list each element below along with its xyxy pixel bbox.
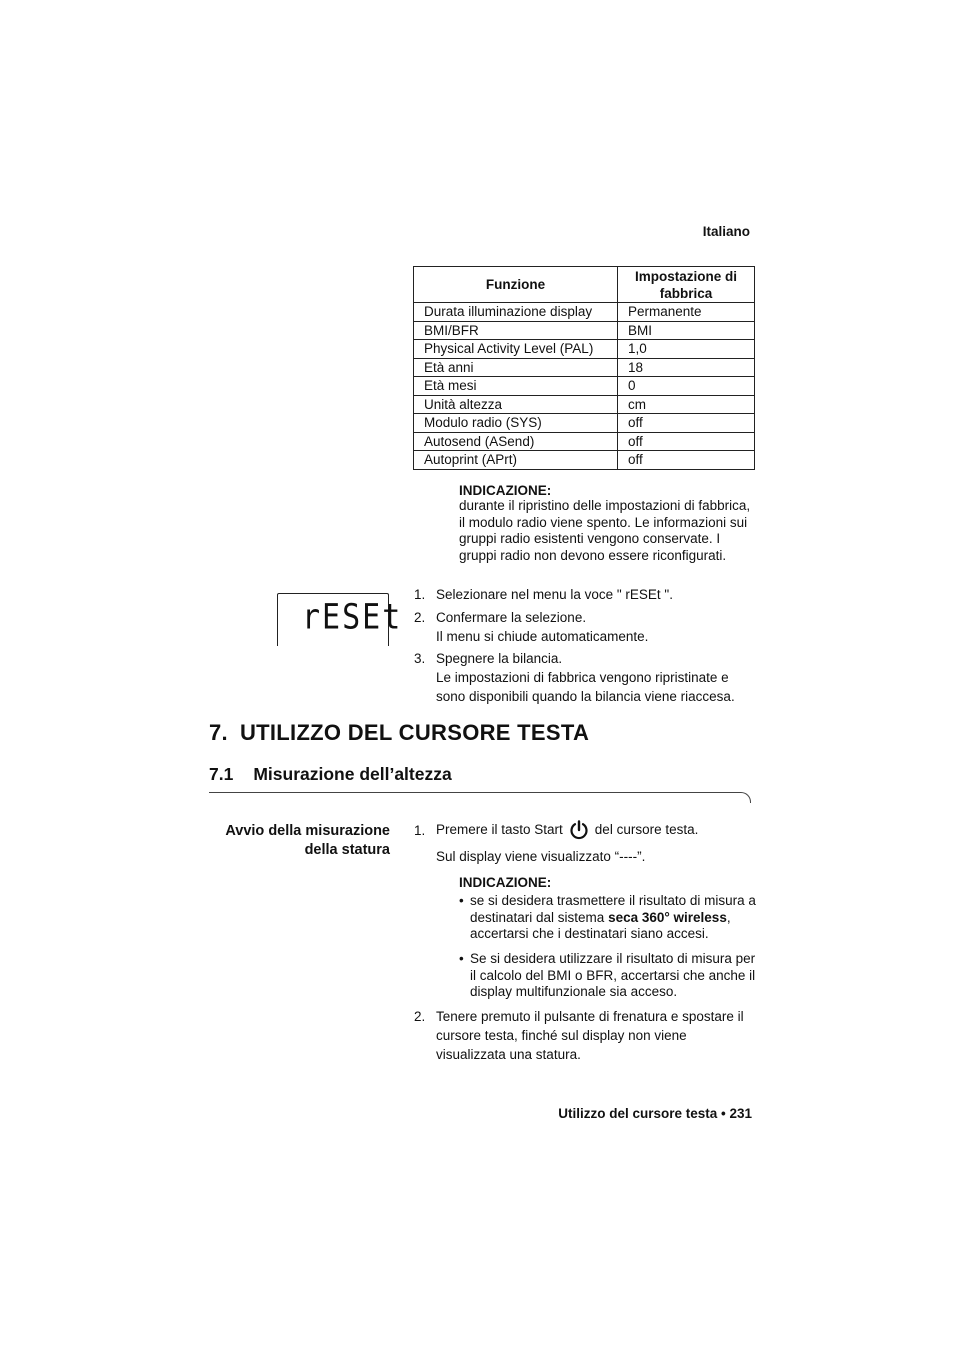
table-cell: cm xyxy=(618,395,755,414)
bullet-dot: • xyxy=(459,893,464,908)
side-label xyxy=(225,822,390,860)
step-text-part: Premere il tasto Start xyxy=(436,822,563,837)
table-row xyxy=(414,340,755,359)
column-header: Funzione xyxy=(414,267,618,303)
table-cell: 18 xyxy=(618,358,755,377)
step-number: 2. xyxy=(414,610,426,625)
table-cell: Modulo radio (SYS) xyxy=(414,414,618,433)
step-text: Selezionare nel menu la voce " rESEt ". xyxy=(436,587,673,602)
lcd-display-text: rESEt xyxy=(302,597,403,638)
side-label-line: della statura xyxy=(304,842,390,858)
brand-name: seca 360° wireless xyxy=(608,909,727,925)
table-cell: Physical Activity Level (PAL) xyxy=(414,340,618,359)
bullet-text-part: se si desidera trasmettere il risultato di misura a destinatari dal sistema xyxy=(470,893,756,925)
subsection-number: 7.1 xyxy=(209,764,234,784)
list-item xyxy=(414,1007,754,1067)
bullet-text-part: , accertarsi che i destinatari siano accesi. xyxy=(470,909,731,941)
table-cell: off xyxy=(618,414,755,433)
table-row xyxy=(414,451,755,470)
step-subtext: Il menu si chiude automaticamente. xyxy=(436,629,649,644)
heading-rule-corner xyxy=(740,792,751,803)
note-title: INDICAZIONE: xyxy=(459,483,552,498)
table-row xyxy=(414,414,755,433)
list-item xyxy=(459,951,754,1001)
step-text: Spegnere la bilancia. xyxy=(436,651,563,666)
table-header-row xyxy=(414,267,755,303)
note-text: durante il ripristino delle impostazioni di fabbrica, il modulo radio viene spento. Le informazioni sui gruppi radio esistenti vengono conservate. I gruppi radio non devono essere riconfigurati. xyxy=(459,498,751,563)
step-text: Confermare la selezione. xyxy=(436,610,587,625)
list-item xyxy=(414,585,754,605)
step-number: 1. xyxy=(414,587,426,602)
step-text-part: del cursore testa. xyxy=(594,822,699,837)
table-cell: 0 xyxy=(618,377,755,396)
step-text: Tenere premuto il pulsante di frenatura e spostare il cursore testa, finché sul display non viene visualizzata una statura. xyxy=(436,1009,744,1062)
table-cell: Autosend (ASend) xyxy=(414,432,618,451)
list-item xyxy=(414,608,754,648)
table-cell: 1,0 xyxy=(618,340,755,359)
step-subtext: Le impostazioni di fabbrica vengono ripristinate e sono disponibili quando la bilancia viene riaccesa. xyxy=(436,670,735,704)
step-number: 2. xyxy=(414,1009,426,1024)
table-row xyxy=(414,358,755,377)
table-cell: Durata illuminazione display xyxy=(414,303,618,322)
table-row xyxy=(414,303,755,322)
bullet-dot: • xyxy=(459,951,464,966)
language-label: Italiano xyxy=(702,224,750,239)
table-cell: off xyxy=(618,451,755,470)
page-footer: Utilizzo del cursore testa • 231 xyxy=(558,1106,752,1121)
table-row xyxy=(414,377,755,396)
bullet-text: Se si desidera utilizzare il risultato di misura per il calcolo del BMI o BFR, accertarsi che anche il display multifunzionale sia acceso. xyxy=(470,951,756,999)
note-measure xyxy=(459,875,754,890)
table-row xyxy=(414,395,755,414)
table-cell: Età mesi xyxy=(414,377,618,396)
side-label-line: Avvio della misurazione xyxy=(225,823,390,839)
list-item xyxy=(414,821,754,865)
note-reset xyxy=(459,483,751,564)
table-cell: Permanente xyxy=(618,303,755,322)
factory-settings-table xyxy=(413,266,755,470)
table-cell: BMI xyxy=(618,321,755,340)
section-heading xyxy=(209,720,589,746)
table-row xyxy=(414,321,755,340)
subsection-heading xyxy=(209,764,452,785)
step-number: 3. xyxy=(414,651,426,666)
heading-rule xyxy=(209,792,741,793)
table-cell: Unità altezza xyxy=(414,395,618,414)
step-number: 1. xyxy=(414,823,426,838)
list-item xyxy=(459,893,754,943)
step-subtext: Sul display viene visualizzato “----”. xyxy=(436,849,646,864)
section-number: 7. xyxy=(209,720,228,745)
table-cell: BMI/BFR xyxy=(414,321,618,340)
note-title: INDICAZIONE: xyxy=(459,875,552,890)
step-text xyxy=(436,820,756,840)
column-header: Impostazione di fabbrica xyxy=(618,267,755,303)
subsection-title: Misurazione dell’altezza xyxy=(253,764,452,784)
table-cell: off xyxy=(618,432,755,451)
lcd-display xyxy=(277,593,403,646)
table-row xyxy=(414,432,755,451)
list-item xyxy=(414,649,754,709)
table-cell: Autoprint (APrt) xyxy=(414,451,618,470)
bullet-text xyxy=(470,893,760,943)
table-cell: Età anni xyxy=(414,358,618,377)
section-title: UTILIZZO DEL CURSORE TESTA xyxy=(239,720,590,745)
power-icon xyxy=(569,820,589,840)
